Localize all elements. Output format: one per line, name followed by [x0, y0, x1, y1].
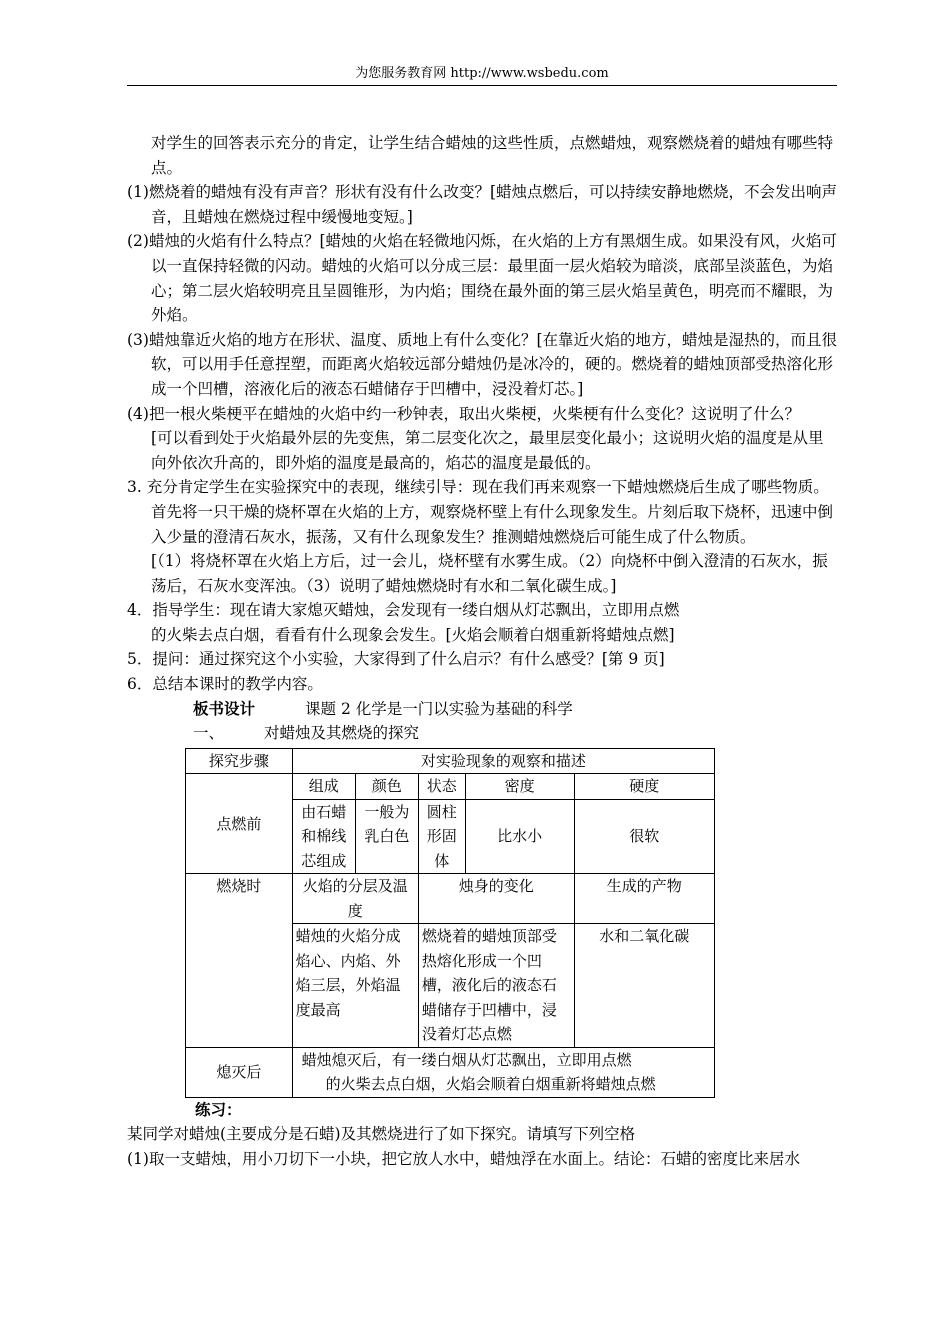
table-cell: 水和二氧化碳 — [574, 924, 714, 1048]
question-1: (1)燃烧着的蜡烛有没有声音？形状有没有什么改变？[蜡烛点燃后，可以持续安静地燃烧，不会发出响声音，且蜡烛在燃烧过程中缓慢地变短。] — [127, 183, 838, 226]
table-cell-line: 蜡烛熄灭后，有一缕白烟从灯芯飘出，立即用点燃 — [301, 1050, 632, 1069]
practice-title: 练习： — [195, 1099, 242, 1119]
question-3: (3)蜡烛靠近火焰的地方在形状、温度、质地上有什么变化？[在靠近火焰的地方，蜡烛是湿热的，而且很软，可以用手任意捏塑，而距离火焰较远部分蜡烛仍是冰冷的，硬的。燃烧着的蜡烛顶部受热溶化形成一个凹槽，溶液化后的液态石蜡储存于凹槽中，浸没着灯芯。] — [127, 330, 838, 398]
table-cell — [292, 1047, 714, 1097]
table-header-step: 探究步骤 — [186, 748, 293, 774]
step-4-continued: 的火柴去点白烟，看看有什么现象会发生。[火焰会顺着白烟重新将蜡烛点燃] — [151, 625, 675, 644]
step-4: 4．指导学生：现在请大家熄灭蜡烛，会发现有一缕白烟从灯芯飘出，立即用点燃 — [127, 601, 680, 620]
table-row — [186, 748, 715, 774]
header-divider — [127, 85, 837, 86]
table-cell: 圆柱形固体 — [418, 799, 465, 874]
table-row — [186, 874, 715, 924]
table-row — [186, 774, 715, 800]
table-cell: 蜡烛的火焰分成焰心、内焰、外焰三层，外焰温度最高 — [292, 924, 418, 1048]
table-cell: 由石蜡和棉线芯组成 — [292, 799, 355, 874]
table-cell: 密度 — [465, 774, 574, 800]
paragraph-intro: 对学生的回答表示充分的肯定，让学生结合蜡烛的这些性质，点燃蜡烛，观察燃烧着的蜡烛有哪些特点。 — [151, 134, 834, 177]
section-number: 一、 — [193, 724, 225, 743]
question-4: (4)把一根火柴梗平在蜡烛的火焰中约一秒钟表，取出火柴梗，火柴梗有什么变化？这说明了什么？ — [127, 404, 800, 423]
table-cell: 烛身的变化 — [418, 874, 574, 924]
step-3: 3. 充分肯定学生在实验探究中的表现，继续引导：现在我们再来观察一下蜡烛燃烧后生成了哪些物质。首先将一只干燥的烧杯罩在火焰的上方，观察烧杯壁上有什么现象发生。片刻后取下烧杯，迅速中倒入少量的澄清石灰水，振荡，又有什么现象发生？推测蜡烛燃烧后可能生成了什么物质。 — [127, 478, 834, 546]
table-cell: 状态 — [418, 774, 465, 800]
step-5: 5．提问：通过探究这个小实验，大家得到了什么启示？有什么感受？[第 9 页] — [127, 650, 665, 669]
table-cell: 组成 — [292, 774, 355, 800]
table-cell-step: 熄灭后 — [186, 1047, 293, 1097]
table-cell: 燃烧着的蜡烛顶部受热熔化形成一个凹槽，液化后的液态石蜡储存于凹槽中，浸没着灯芯点燃 — [418, 924, 574, 1048]
question-2: (2)蜡烛的火焰有什么特点？[蜡烛的火焰在轻微地闪烁，在火焰的上方有黑烟生成。如果没有风，火焰可以一直保持轻微的闪动。蜡烛的火焰可以分成三层：最里面一层火焰较为暗淡，底部呈淡蓝色，为焰心；第二层火焰较明亮且呈圆锥形，为内焰；围绕在最外面的第三层火焰呈黄色，明亮而不耀眼，为外焰。 — [127, 232, 838, 325]
table-cell: 比水小 — [465, 799, 574, 874]
table-cell: 很软 — [574, 799, 714, 874]
practice-intro: 某同学对蜡烛(主要成分是石蜡)及其燃烧进行了如下探究。请填写下列空格 — [127, 1125, 636, 1144]
table-cell-line: 的火柴去点白烟，火焰会顺着白烟重新将蜡烛点燃 — [325, 1075, 656, 1094]
table-cell: 生成的产物 — [574, 874, 714, 924]
document-body — [127, 131, 839, 1172]
lesson-title: 课题 2 化学是一门以实验为基础的科学 — [305, 699, 573, 718]
practice-question-1: (1)取一支蜡烛，用小刀切下一小块，把它放人水中，蜡烛浮在水面上。结论：石蜡的密度比来居水 — [127, 1150, 800, 1169]
step-3-answer: [（1）将烧杯罩在火焰上方后，过一会儿，烧杯壁有水雾生成。（2）向烧杯中倒入澄清的石灰水，振荡后，石灰水变浑浊。（3）说明了蜡烛燃烧时有水和二氧化碳生成。] — [151, 552, 828, 595]
section-title: 对蜡烛及其燃烧的探究 — [264, 724, 420, 743]
board-design-label: 板书设计 — [193, 698, 256, 718]
table-header-description: 对实验现象的观察和描述 — [292, 748, 714, 774]
step-6: 6．总结本课时的教学内容。 — [127, 675, 323, 694]
table-cell: 一般为乳白色 — [355, 799, 418, 874]
page-header: 为您服务教育网 http://www.wsbedu.com — [355, 66, 609, 81]
question-4-answer: [可以看到处于火焰最外层的先变焦，第二层变化次之，最里层变化最小；这说明火焰的温度是从里向外依次升高的，即外焰的温度是最高的，焰芯的温度是最低的。 — [151, 429, 824, 472]
table-cell: 颜色 — [355, 774, 418, 800]
table-cell-step: 燃烧时 — [186, 874, 293, 1048]
table-row — [186, 1047, 715, 1097]
table-cell: 火焰的分层及温度 — [292, 874, 418, 924]
table-cell-step: 点燃前 — [186, 774, 293, 874]
section-heading — [193, 721, 839, 746]
experiment-table — [185, 748, 715, 1098]
board-design-heading — [193, 697, 839, 722]
table-cell: 硬度 — [574, 774, 714, 800]
